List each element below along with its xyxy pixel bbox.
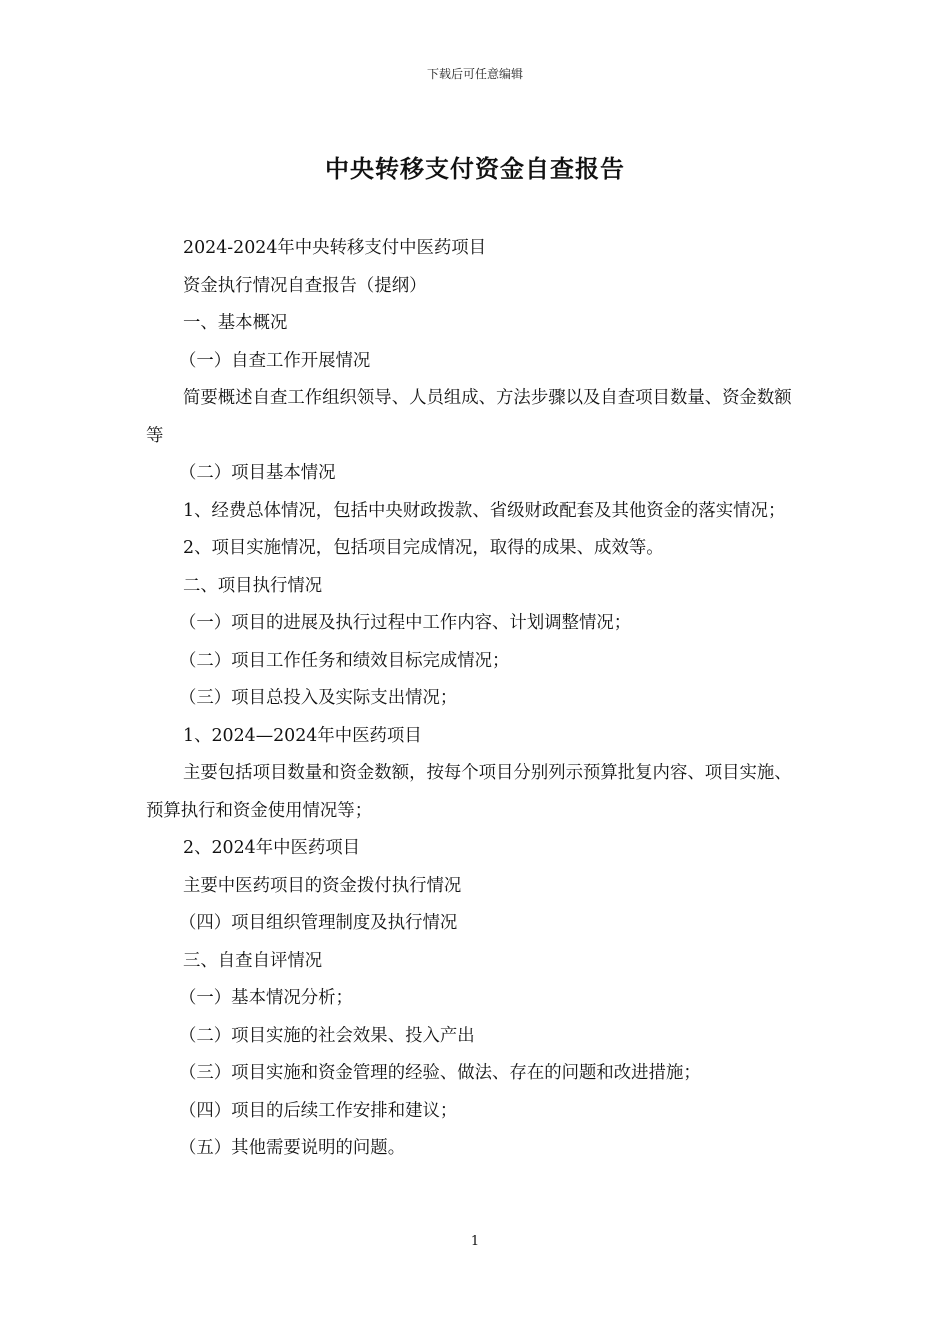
paragraph: 资金执行情况自查报告（提纲） — [183, 275, 427, 296]
subsection-heading: （四）项目组织管理制度及执行情况 — [179, 913, 458, 933]
paragraph: 主要中医药项目的资金拨付执行情况 — [183, 875, 462, 896]
subsection-heading: （三）项目实施和资金管理的经验、做法、存在的问题和改进措施； — [179, 1063, 701, 1083]
paragraph: 2、2024年中医药项目 — [183, 838, 361, 858]
page-number: 1 — [470, 1234, 480, 1249]
section-heading: 三、自查自评情况 — [183, 950, 323, 971]
section-heading: 一、基本概况 — [183, 313, 288, 333]
subsection-heading: （一）基本情况分析； — [179, 988, 353, 1008]
subsection-heading: （四）项目的后续工作安排和建议； — [179, 1100, 458, 1121]
subsection-heading: （一）项目的进展及执行过程中工作内容、计划调整情况； — [179, 613, 632, 633]
paragraph: 简要概述自查工作组织领导、人员组成、方法步骤以及自查项目数量、资金数额等 — [146, 388, 792, 446]
subsection-heading: （一）自查工作开展情况 — [179, 350, 371, 371]
paragraph: 2024-2024年中央转移支付中医药项目 — [183, 238, 487, 258]
document-title: 中央转移支付资金自查报告 — [325, 154, 625, 183]
page-header: 下载后可任意编辑 — [426, 67, 523, 81]
paragraph: 主要包括项目数量和资金数额，按每个项目分别列示预算批复内容、项目实施、预算执行和资金使用情况等； — [146, 763, 792, 821]
subsection-heading: （二）项目基本情况 — [179, 463, 336, 483]
paragraph: 1、经费总体情况，包括中央财政拨款、省级财政配套及其他资金的落实情况； — [183, 500, 786, 521]
paragraph: 2、项目实施情况，包括项目完成情况，取得的成果、成效等。 — [183, 538, 664, 558]
subsection-heading: （三）项目总投入及实际支出情况； — [179, 688, 458, 708]
subsection-heading: （五）其他需要说明的问题。 — [179, 1138, 406, 1158]
section-heading: 二、项目执行情况 — [183, 575, 323, 596]
subsection-heading: （二）项目工作任务和绩效目标完成情况； — [179, 650, 510, 671]
paragraph: 1、2024—2024年中医药项目 — [183, 725, 422, 746]
subsection-heading: （二）项目实施的社会效果、投入产出 — [179, 1025, 475, 1046]
document-body — [146, 230, 808, 1168]
